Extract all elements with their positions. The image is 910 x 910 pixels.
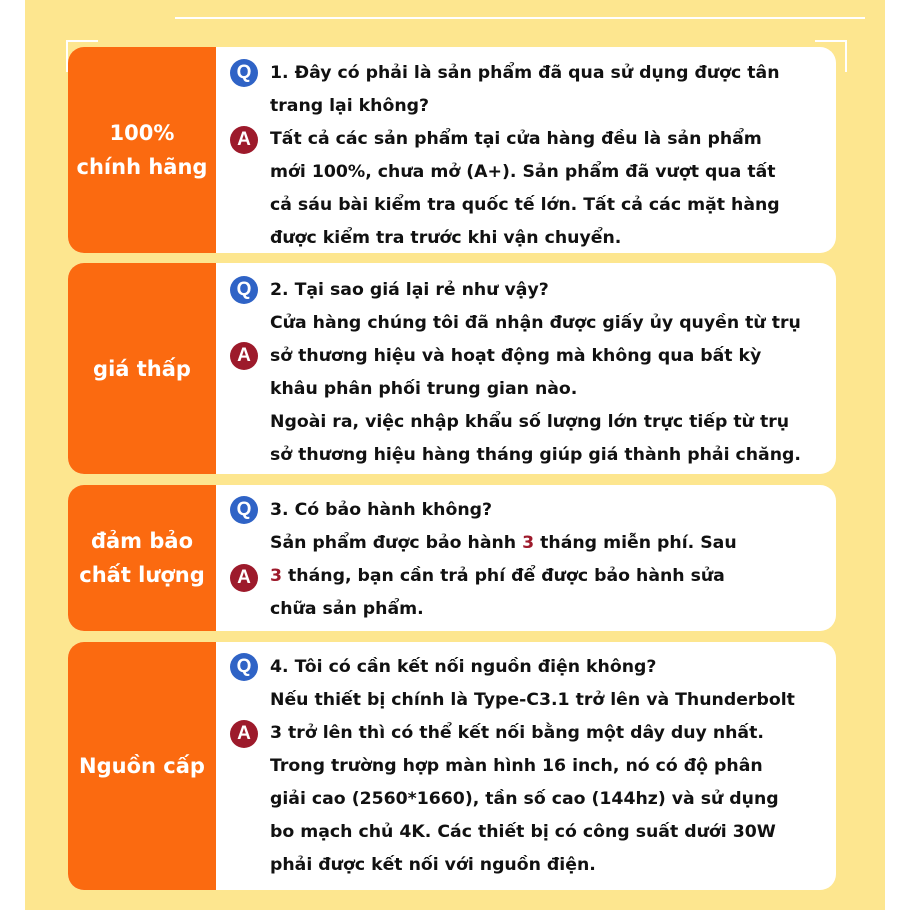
answer-line: chữa sản phẩm. (270, 599, 424, 619)
answer-line: bo mạch chủ 4K. Các thiết bị có công suất dưới 30W (270, 822, 776, 842)
answer-line (270, 560, 836, 593)
answer-icon: A (230, 342, 258, 370)
faq-card-3 (68, 485, 836, 631)
answer-icon: A (230, 564, 258, 592)
answer-line: Nếu thiết bị chính là Type-C3.1 trở lên và Thunderbolt (270, 690, 795, 710)
answer-text: tháng miễn phí. Sau (534, 533, 737, 553)
question-icon: Q (230, 59, 258, 87)
answer-line: Cửa hàng chúng tôi đã nhận được giấy ủy quyền từ trụ (270, 313, 801, 333)
qa-text (270, 494, 836, 626)
card-body (216, 263, 836, 474)
answer-line: Trong trường hợp màn hình 16 inch, nó có độ phân (270, 756, 763, 776)
faq-card-2 (68, 263, 836, 474)
card-label-quality: đảm bảo chất lượng (68, 485, 216, 631)
card-body (216, 485, 836, 631)
faq-card-1 (68, 47, 836, 253)
question-icon: Q (230, 496, 258, 524)
question-line: 4. Tôi có cần kết nối nguồn điện không? (270, 657, 657, 677)
question-line: 1. Đây có phải là sản phẩm đã qua sử dụng được tân (270, 63, 780, 83)
question-line: 3. Có bảo hành không? (270, 500, 493, 520)
question-icon: Q (230, 276, 258, 304)
warranty-months: 3 (270, 566, 283, 586)
card-body (216, 47, 836, 253)
question-icon: Q (230, 653, 258, 681)
card-label-power: Nguồn cấp (68, 642, 216, 890)
qa-text (270, 57, 836, 253)
answer-line: giải cao (2560*1660), tần số cao (144hz) và sử dụng (270, 789, 779, 809)
answer-text: tháng, bạn cần trả phí để được bảo hành sửa (282, 566, 725, 586)
answer-line: Tất cả các sản phẩm tại cửa hàng đều là sản phẩm (270, 129, 762, 149)
answer-line: 3 trở lên thì có thể kết nối bằng một dây duy nhất. (270, 723, 764, 743)
answer-line: được kiểm tra trước khi vận chuyển. (270, 228, 622, 248)
answer-icon: A (230, 720, 258, 748)
question-line: 2. Tại sao giá lại rẻ như vậy? (270, 280, 549, 300)
frame-line (175, 17, 865, 19)
answer-line: mới 100%, chưa mở (A+). Sản phẩm đã vượt qua tất (270, 162, 776, 182)
answer-line: khâu phân phối trung gian nào. (270, 379, 578, 399)
answer-icon: A (230, 126, 258, 154)
faq-card-4 (68, 642, 836, 890)
answer-line (270, 527, 836, 560)
card-label-genuine: 100% chính hãng (68, 47, 216, 253)
qa-text (270, 651, 836, 882)
card-label-low-price: giá thấp (68, 263, 216, 474)
answer-line: cả sáu bài kiểm tra quốc tế lớn. Tất cả các mặt hàng (270, 195, 780, 215)
warranty-months: 3 (522, 533, 535, 553)
answer-text: Sản phẩm được bảo hành (270, 533, 523, 553)
answer-line: sở thương hiệu hàng tháng giúp giá thành phải chăng. (270, 445, 801, 465)
answer-line: Ngoài ra, việc nhập khẩu số lượng lớn trực tiếp từ trụ (270, 412, 790, 432)
question-line: trang lại không? (270, 96, 430, 116)
answer-line: phải được kết nối với nguồn điện. (270, 855, 596, 875)
answer-line: sở thương hiệu và hoạt động mà không qua bất kỳ (270, 346, 762, 366)
qa-text (270, 274, 836, 472)
card-body (216, 642, 836, 890)
